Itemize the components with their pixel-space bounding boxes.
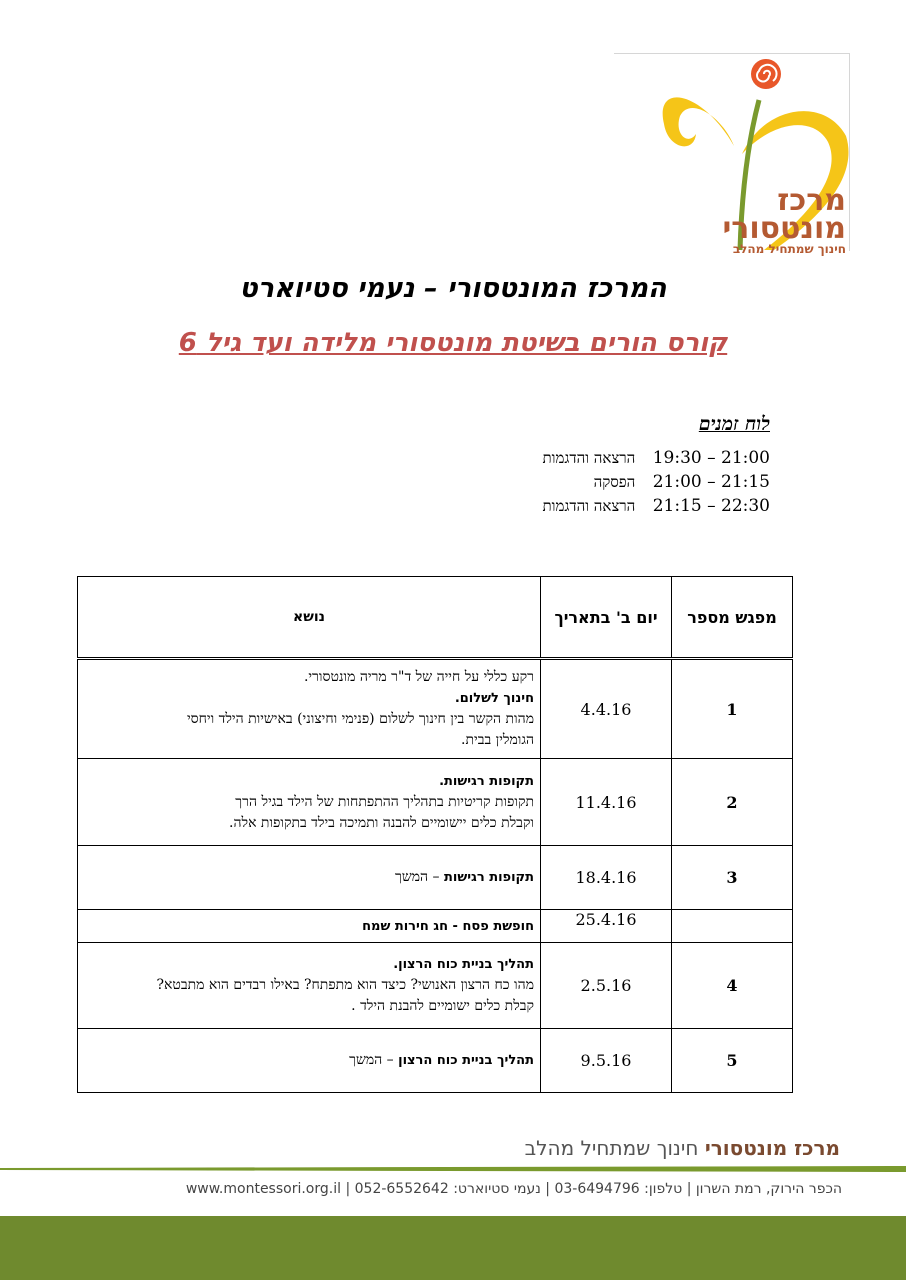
topic-line: מהות הקשר בין חינוך לשלום (פנימי וחיצוני) באישיות הילד ויחסי (187, 711, 534, 727)
schedule-activity: הפסקה (593, 473, 636, 491)
meeting-number: 5 (672, 1029, 793, 1093)
topic-heading: תהליך בניית כוח הרצון. (393, 957, 534, 972)
footer-brand-tagline: חינוך שמתחיל מהלב (524, 1136, 705, 1160)
header-topic: נושא (78, 577, 541, 659)
topic-line: וקבלת כלים יישומיים להבנה ותמיכה בילד בתקופות אלה. (229, 814, 534, 831)
meeting-topic (78, 659, 541, 759)
header-number: מפגש מספר (672, 577, 793, 659)
meeting-date: 2.5.16 (541, 943, 672, 1029)
table-row (78, 846, 793, 910)
meeting-number: 4 (672, 943, 793, 1029)
schedule (543, 413, 770, 518)
logo (614, 53, 850, 256)
meeting-number: 2 (672, 759, 793, 846)
logo-name-line1: מרכז (777, 183, 846, 218)
table-row (78, 759, 793, 846)
footer-divider (0, 1164, 906, 1174)
table-row (78, 943, 793, 1029)
meeting-topic (78, 1029, 541, 1093)
schedule-time: 21:15 – 22:30 (652, 496, 770, 516)
meeting-number (672, 910, 793, 943)
topic-suffix: – המשך (349, 1052, 399, 1068)
meeting-date: 11.4.16 (541, 759, 672, 846)
meeting-topic (78, 846, 541, 910)
meeting-date: 18.4.16 (541, 846, 672, 910)
table-row (78, 910, 793, 943)
meetings-table (77, 576, 793, 1093)
meeting-number: 1 (672, 659, 793, 759)
topic-heading: חינוך לשלום. (454, 691, 534, 706)
logo-name-line2: מונטסורי (722, 211, 846, 246)
meeting-number: 3 (672, 846, 793, 910)
schedule-activity: הרצאה והדגמות (542, 497, 636, 515)
topic-line: מהו כח הרצון האנושי? כיצד הוא מתפתח? באילו רבדים הוא מתבטא? (156, 977, 534, 993)
holiday-label: חופשת פסח - חג חירות שמח (362, 918, 534, 934)
topic-line: קבלת כלים ישומיים להבנת הילד . (351, 998, 534, 1014)
topic-heading: תקופות רגישות. (439, 773, 534, 789)
topic-heading: תקופות רגישות (444, 870, 534, 885)
meeting-date: 9.5.16 (541, 1029, 672, 1093)
table-header-row (78, 577, 793, 659)
footer-bar (0, 1216, 906, 1280)
topic-heading: תהליך בניית כוח הרצון (398, 1053, 534, 1068)
footer-contact-info: הכפר הירוק, רמת השרון | טלפון: 03-6494796 | נעמי סטיוארט: 052-6552642 | www.montessori.org.il (185, 1181, 842, 1197)
schedule-heading: לוח זמנים (698, 413, 770, 435)
table-row (78, 1029, 793, 1093)
meeting-topic (78, 943, 541, 1029)
schedule-row (543, 446, 770, 470)
course-subtitle: קורס הורים בשיטת מונטסורי מלידה ועד גיל 6 (178, 328, 728, 358)
schedule-row (543, 470, 770, 494)
topic-suffix: – המשך (394, 869, 444, 885)
schedule-time: 21:00 – 21:15 (652, 472, 770, 492)
meeting-date: 4.4.16 (541, 659, 672, 759)
schedule-row (543, 494, 770, 518)
topic-line: הגומלין בבית. (461, 732, 534, 748)
schedule-time: 19:30 – 21:00 (652, 448, 770, 468)
header-date: יום ב' בתאריך (541, 577, 672, 659)
topic-line: רקע כללי על חייה של ד"ר מריה מונטסורי. (303, 669, 534, 685)
footer-brand (525, 1136, 840, 1160)
meeting-topic (78, 759, 541, 846)
meeting-topic (78, 910, 541, 943)
topic-line: תקופות קריטיות בתהליך ההתפתחות של הילד בגיל הרך (235, 793, 534, 810)
page-title: המרכז המונטסורי – נעמי סטיוארט (239, 273, 667, 304)
footer-brand-name: מרכז מונטסורי (704, 1136, 840, 1160)
schedule-activity: הרצאה והדגמות (542, 449, 636, 467)
table-row (78, 659, 793, 759)
logo-tagline: חינוך שמתחיל מהלב (732, 242, 846, 256)
meeting-date: 25.4.16 (541, 910, 672, 943)
